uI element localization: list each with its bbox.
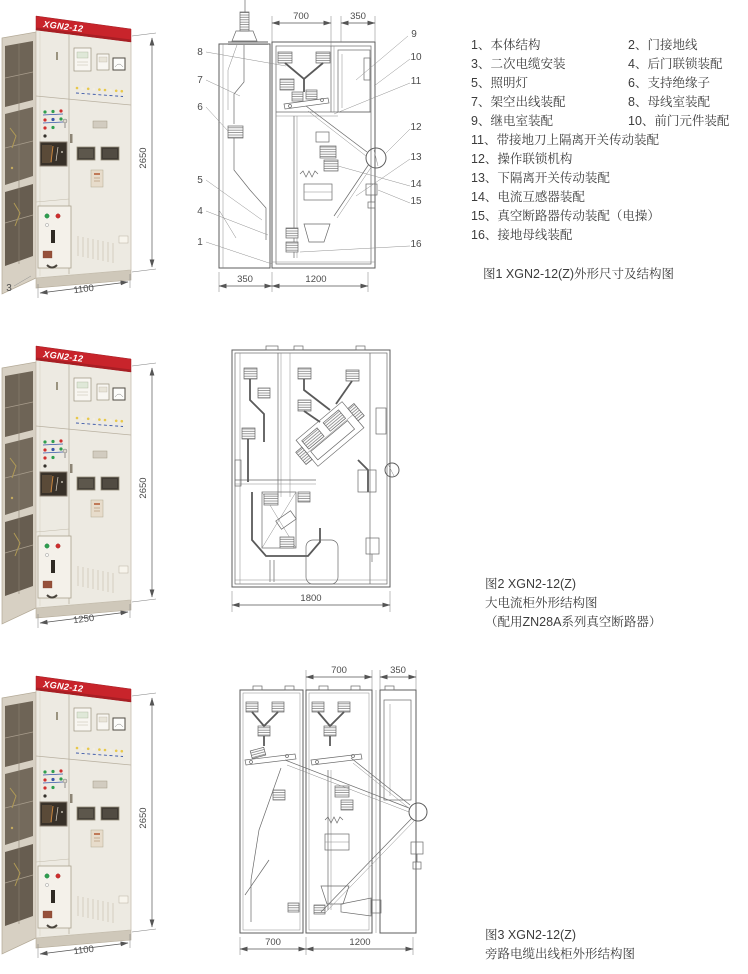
fig3-photo [0, 668, 180, 968]
parts-item: 1、本体结构 [471, 38, 541, 52]
callout-12: 12 [410, 122, 422, 133]
callout-7: 7 [197, 75, 203, 86]
parts-item: 3、二次电缆安装 [471, 57, 566, 71]
fig3-drawing [225, 660, 475, 968]
callout-15: 15 [410, 196, 422, 207]
parts-item: 5、照明灯 [471, 76, 528, 90]
parts-item: 11、带接地刀上隔离开关传动装配 [471, 133, 659, 147]
fig3-caption [485, 926, 635, 964]
parts-item: 12、操作联锁机构 [471, 152, 573, 166]
fig3-dim-1200: 1200 [349, 937, 371, 948]
fig2-caption-line1: 图2 XGN2-12(Z) [485, 577, 576, 591]
fig1-photo [0, 8, 180, 304]
parts-item: 10、前门元件装配 [628, 114, 730, 128]
fig1-caption: 图1 XGN2-12(Z)外形尺寸及结构图 [483, 267, 674, 281]
parts-item: 9、继电室装配 [471, 114, 553, 128]
parts-item: 13、下隔离开关传动装配 [471, 171, 610, 185]
callout-11: 11 [410, 76, 422, 87]
fig1-parts-list [471, 36, 748, 245]
fig1-callout-3: 3 [6, 283, 12, 294]
callout-10: 10 [410, 52, 422, 63]
fig2-height-dim: 2650 [138, 477, 149, 499]
parts-item: 6、支持绝缘子 [628, 76, 710, 90]
parts-item: 2、门接地线 [628, 38, 698, 52]
fig3-caption-line1: 图3 XGN2-12(Z) [485, 928, 576, 942]
fig2-caption-line3: （配用ZN28A系列真空断路器） [485, 615, 662, 629]
fig2-width-dim: 1250 [72, 612, 95, 627]
fig1-width-dim: 1100 [72, 282, 95, 297]
fig1-drawing [188, 0, 460, 300]
fig2-caption-line2: 大电流柜外形结构图 [485, 596, 598, 610]
callout-9: 9 [411, 29, 417, 40]
fig1-callout-leaders [206, 36, 410, 264]
fig1-dim-1200: 1200 [305, 274, 327, 285]
callout-4: 4 [197, 206, 203, 217]
callout-14: 14 [410, 179, 422, 190]
parts-item: 8、母线室装配 [628, 95, 710, 109]
fig3-height-dim: 2650 [138, 807, 149, 829]
callout-1: 1 [197, 237, 203, 248]
parts-item: 14、电流互感器装配 [471, 190, 585, 204]
fig3-dim-700-bottom: 700 [265, 937, 281, 948]
callout-16: 16 [410, 239, 422, 250]
fig3-caption-line2: 旁路电缆出线柜外形结构图 [485, 947, 636, 961]
fig2-drawing [208, 342, 408, 630]
parts-item: 15、真空断路器传动装配（电操） [471, 209, 660, 223]
parts-item: 7、架空出线装配 [471, 95, 566, 109]
fig2-photo [0, 338, 180, 634]
parts-item: 16、接地母线装配 [471, 228, 573, 242]
fig2-caption [485, 575, 661, 632]
fig2-dim-1800: 1800 [300, 593, 322, 604]
fig1-height-dim: 2650 [138, 147, 149, 169]
callout-8: 8 [197, 47, 203, 58]
fig1-dim-350-top: 350 [350, 11, 366, 22]
fig3-dim-350-top: 350 [390, 665, 406, 676]
fig1-dim-700: 700 [293, 11, 309, 22]
fig3-width-dim: 1100 [72, 943, 95, 958]
callout-5: 5 [197, 175, 203, 186]
fig3-dim-700-top: 700 [331, 665, 347, 676]
parts-item: 4、后门联锁装配 [628, 57, 723, 71]
fig1-dim-350-bottom: 350 [237, 274, 253, 285]
callout-6: 6 [197, 102, 203, 113]
callout-13: 13 [410, 152, 422, 163]
